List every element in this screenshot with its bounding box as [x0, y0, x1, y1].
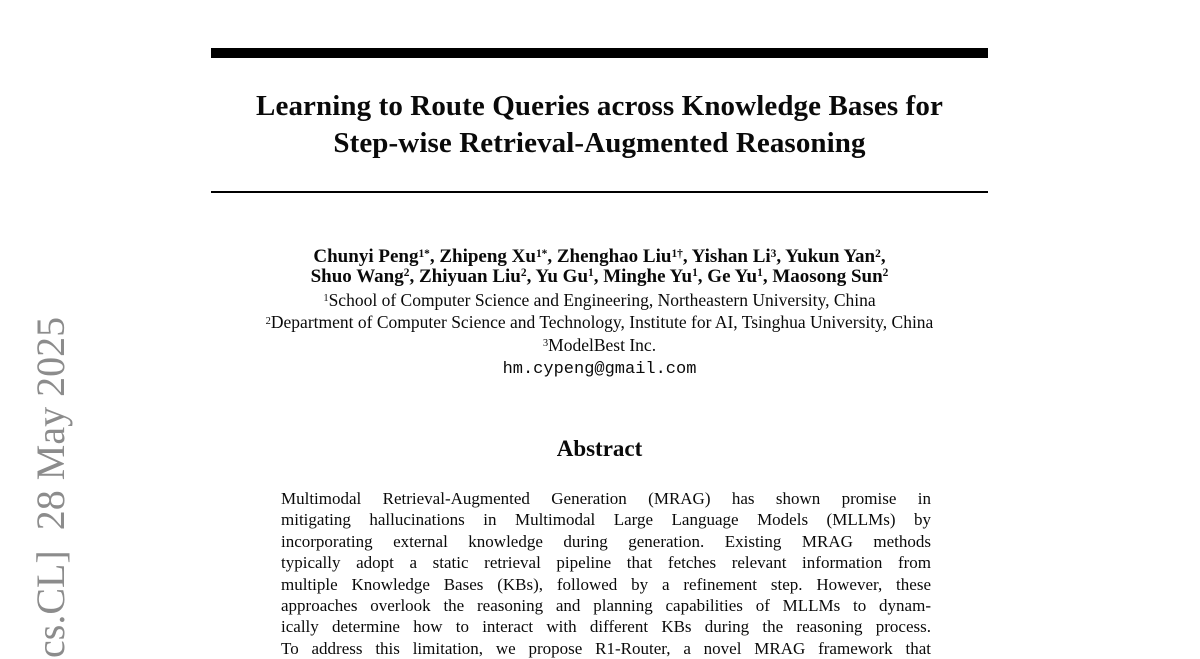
paper-title [211, 88, 988, 162]
author-superscript: 3 [770, 247, 777, 260]
title-bottom-rule [211, 191, 988, 193]
affiliation-line: $^2$Department of Computer Science and Technology, Institute for AI, Tsinghua University, China [265, 312, 934, 333]
arxiv-stamp: cs.CL] 28 May 2025 [28, 316, 73, 658]
affiliation-superscript: 2 [265, 315, 271, 327]
author-superscript: 2 [520, 267, 527, 280]
abstract-line: incorporating external knowledge during generation. Existing MRAG methods [281, 531, 931, 551]
author-line-1: Chunyi Peng$^{1*}$, Zhipeng $Xu^{1*}$, Zhenghao Liu$^{1\dagger}$, Yishan Li$^3$, Yukun Yan$^2$, [313, 246, 886, 267]
author-line-2: Shuo Wang$^2$, Zhiyuan Liu$^2$, Yu Gu$^1$, Minghe Yu$^1$, Ge Yu$^1$, Maosong Sun$^2$ [310, 265, 889, 287]
abstract-line: multiple Knowledge Bases (KBs), followed by a refinement step. However, these [281, 574, 931, 594]
affiliation-block [211, 289, 988, 356]
author-superscript: 1* [418, 247, 430, 260]
title-line-1: Learning to Route Queries across Knowledge Bases for [256, 90, 943, 122]
abstract-line: Multimodal Retrieval-Augmented Generation (MRAG) has shown promise in [281, 489, 931, 508]
author-superscript: 2 [882, 267, 889, 280]
affiliation-line: $^1$School of Computer Science and Engineering, Northeastern University, China [323, 290, 876, 310]
author-block [211, 247, 988, 286]
author-superscript: 1* [535, 247, 548, 260]
affiliation-superscript: 3 [542, 338, 549, 350]
abstract-line: To address this limitation, we propose R1-Router, a novel MRAG framework that [281, 638, 931, 658]
author-superscript: 2 [875, 247, 881, 260]
author-superscript: 1 [692, 267, 698, 280]
author-superscript: 2 [403, 267, 410, 280]
author-superscript: 1† [671, 247, 683, 260]
paper-content [211, 0, 988, 658]
title-top-rule [211, 48, 988, 58]
abstract-heading: Abstract [556, 436, 643, 461]
abstract-body [281, 488, 931, 659]
affiliation-line: $^3$ModelBest Inc. [542, 334, 657, 355]
author-superscript: 1 [757, 267, 763, 280]
author-superscript: 1 [588, 267, 594, 280]
affiliation-superscript: 1 [323, 293, 329, 305]
contact-email: hm.cypeng@gmail.com [502, 360, 697, 379]
abstract-line: approaches overlook the reasoning and planning capabilities of MLLMs to dynam- [281, 596, 931, 616]
abstract-line: mitigating hallucinations in Multimodal Large Language Models (MLLMs) by [281, 510, 931, 530]
title-line-2: Step-wise Retrieval-Augmented Reasoning [333, 127, 866, 159]
abstract-line: ically determine how to interact with different KBs during the reasoning process. [281, 617, 931, 637]
abstract-line: typically adopt a static retrieval pipeline that fetches relevant information from [281, 553, 931, 573]
